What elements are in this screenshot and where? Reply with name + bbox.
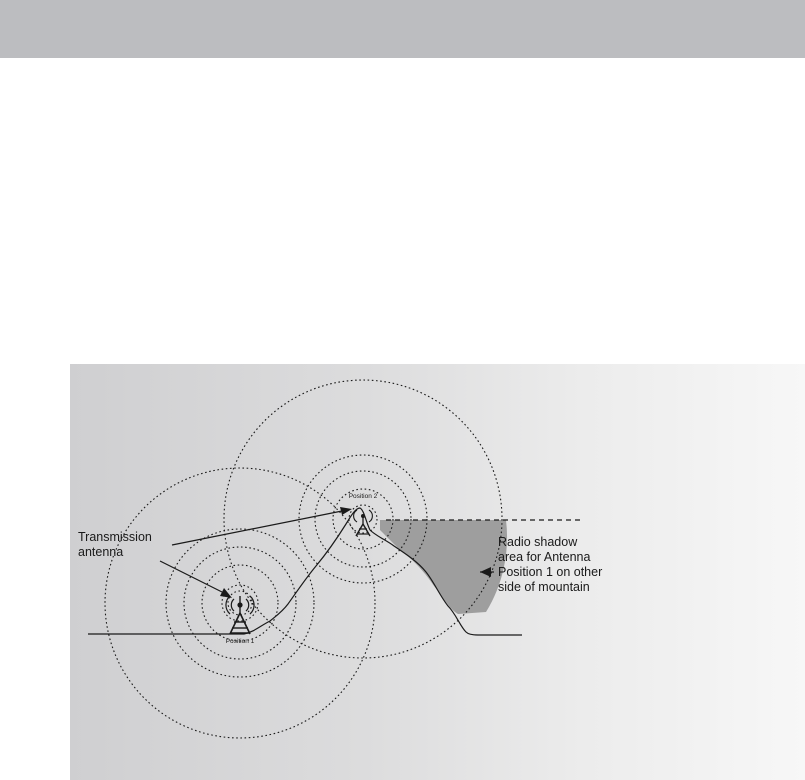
shadow-label-line4: side of mountain [498,580,590,594]
position1-label: Position 1 [225,638,255,645]
position2-label: Position 2 [348,493,378,500]
pointer-arrowhead-position1 [220,588,232,598]
transmission-antenna-label-line1: Transmission [78,530,152,544]
pointer-arrowhead-position2 [340,507,352,515]
transmission-antenna-label-line2: antenna [78,545,124,559]
top-band [0,0,805,58]
antenna-tower-position2 [354,510,373,536]
radio-shadow-diagram [70,364,805,780]
shadow-label-line2: area for Antenna [498,550,591,564]
diagram-svg [70,364,805,780]
shadow-label-line3: Position 1 on other [498,565,603,579]
shadow-label-line1: Radio shadow [498,535,578,549]
pointer-line-to-position2 [172,511,342,545]
antenna-tower-position1 [226,596,254,634]
